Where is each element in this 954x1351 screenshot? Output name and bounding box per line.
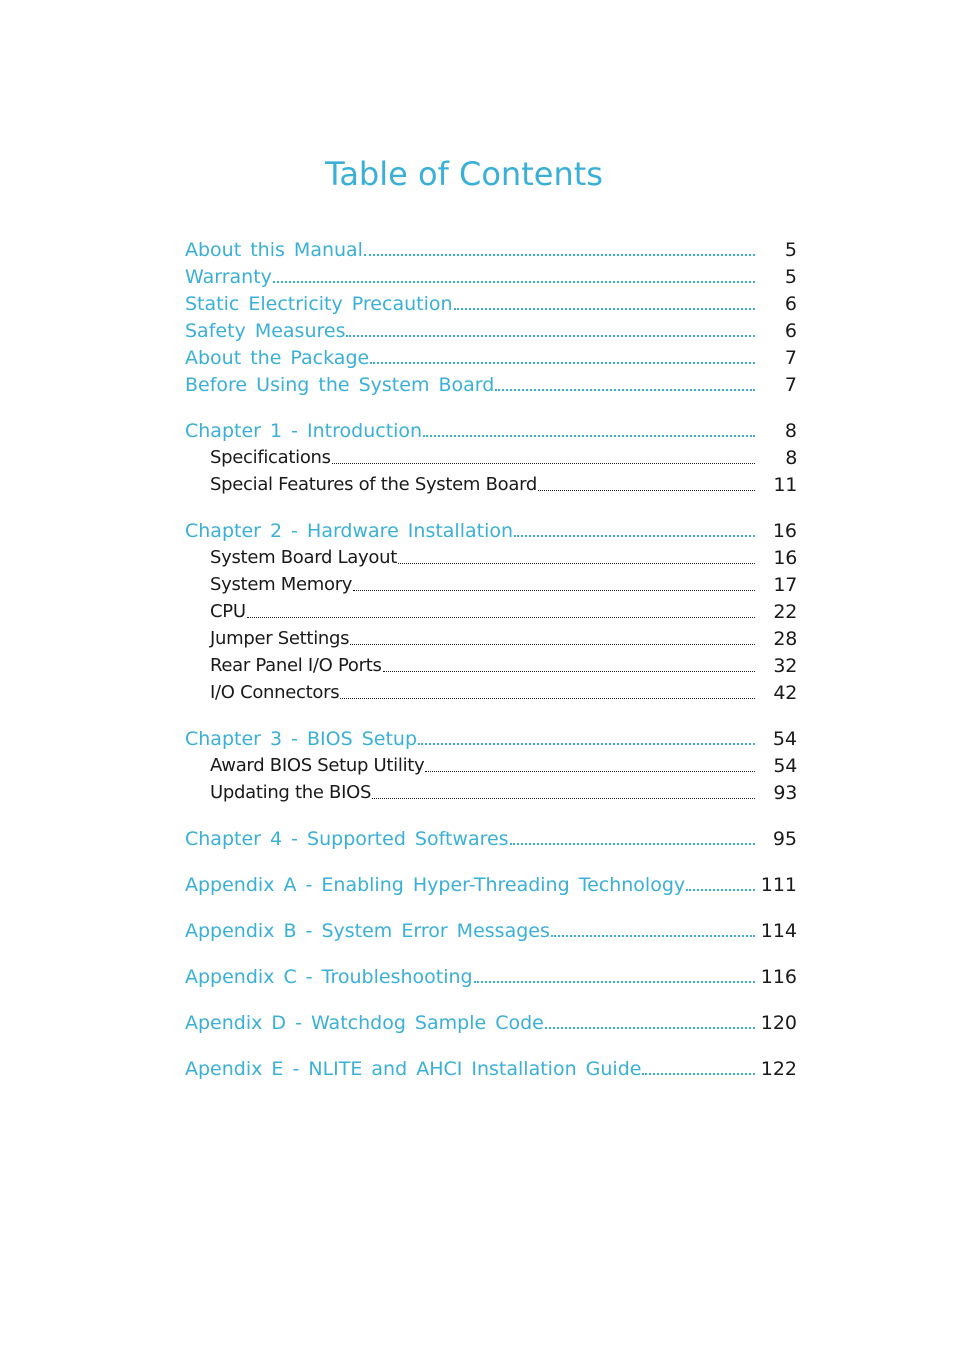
toc-subentry[interactable] (185, 624, 797, 651)
toc-entry[interactable] (185, 1008, 797, 1035)
toc-group (185, 516, 797, 705)
toc-entry[interactable] (185, 516, 797, 543)
dot-leader (370, 362, 755, 364)
toc-entry-label: Appendix A - Enabling Hyper-Threading Technology (185, 874, 686, 896)
dot-leader (332, 463, 755, 464)
dot-leader (425, 771, 755, 772)
toc-page-number: 11 (773, 474, 797, 496)
toc-page-number: 95 (772, 828, 797, 850)
toc-group (185, 1054, 797, 1081)
toc-page-number: 5 (784, 239, 797, 261)
toc-page-number: 32 (773, 655, 797, 677)
toc-entry-label: About the Package (185, 347, 370, 369)
toc-group (185, 870, 797, 897)
dot-leader (454, 308, 755, 310)
toc-page-number: 8 (785, 447, 797, 469)
dot-leader (350, 644, 755, 645)
toc-entry[interactable] (185, 870, 797, 897)
toc-page-number: 54 (773, 755, 797, 777)
toc-entry-label: About this Manual (185, 239, 363, 261)
dot-leader (353, 590, 755, 591)
toc-page-number: 17 (773, 574, 797, 596)
toc-entry[interactable] (185, 1054, 797, 1081)
toc-page-number: 28 (773, 628, 797, 650)
dot-leader (398, 563, 755, 564)
toc-entry[interactable] (185, 962, 797, 989)
dot-leader (686, 889, 755, 891)
toc-entry[interactable] (185, 316, 797, 343)
table-of-contents (185, 235, 797, 1100)
toc-page-number: 111 (760, 874, 797, 896)
toc-subentry[interactable] (185, 678, 797, 705)
toc-entry-label: I/O Connectors (210, 682, 340, 703)
toc-subentry[interactable] (185, 570, 797, 597)
toc-subentry[interactable] (185, 443, 797, 470)
toc-subentry[interactable] (185, 751, 797, 778)
toc-entry[interactable] (185, 416, 797, 443)
dot-leader (340, 698, 755, 699)
dot-leader (418, 743, 755, 745)
toc-page-number: 93 (773, 782, 797, 804)
toc-page-number: 54 (772, 728, 797, 750)
toc-page-number: 8 (784, 420, 797, 442)
dot-leader (346, 335, 755, 337)
toc-group (185, 235, 797, 397)
toc-page-number: 5 (784, 266, 797, 288)
toc-entry-label: Before Using the System Board (185, 374, 495, 396)
toc-group (185, 416, 797, 497)
toc-subentry[interactable] (185, 778, 797, 805)
toc-entry-label: Chapter 3 - BIOS Setup (185, 728, 418, 750)
toc-subentry[interactable] (185, 470, 797, 497)
toc-entry-label: Chapter 1 - Introduction (185, 420, 423, 442)
toc-entry-label: Special Features of the System Board (210, 474, 537, 495)
toc-group (185, 824, 797, 851)
toc-page-number: 122 (760, 1058, 797, 1080)
toc-entry[interactable] (185, 370, 797, 397)
toc-entry[interactable] (185, 343, 797, 370)
toc-entry-label: System Board Layout (210, 547, 397, 568)
toc-entry-label: Appendix B - System Error Messages (185, 920, 550, 942)
toc-entry-label: Specifications (210, 447, 331, 468)
dot-leader (514, 535, 755, 537)
toc-subentry[interactable] (185, 651, 797, 678)
dot-leader (423, 435, 755, 437)
toc-entry-label: Award BIOS Setup Utility (210, 755, 425, 776)
toc-entry[interactable] (185, 235, 797, 262)
dot-leader (372, 798, 755, 799)
toc-page-number: 6 (784, 320, 797, 342)
toc-page-number: 6 (784, 293, 797, 315)
toc-entry-label: Chapter 4 - Supported Softwares (185, 828, 509, 850)
toc-entry-label: Updating the BIOS (210, 782, 372, 803)
dot-leader (383, 671, 755, 672)
toc-page-number: 42 (773, 682, 797, 704)
toc-entry-label: Jumper Settings (210, 628, 350, 649)
toc-entry-label: Static Electricity Precaution (185, 293, 453, 315)
toc-entry[interactable] (185, 824, 797, 851)
toc-entry-label: Apendix D - Watchdog Sample Code (185, 1012, 544, 1034)
toc-page-number: 7 (784, 374, 797, 396)
toc-entry-label: Appendix C - Troubleshooting (185, 966, 473, 988)
dot-leader (273, 281, 755, 283)
toc-group (185, 916, 797, 943)
toc-page-number: 16 (773, 547, 797, 569)
toc-entry[interactable] (185, 262, 797, 289)
toc-entry-label: System Memory (210, 574, 353, 595)
toc-subentry[interactable] (185, 597, 797, 624)
dot-leader (364, 254, 755, 256)
toc-page-number: 120 (760, 1012, 797, 1034)
toc-group (185, 724, 797, 805)
page-title: Table of Contents (325, 155, 603, 193)
toc-entry-label: Warranty (185, 266, 272, 288)
toc-group (185, 962, 797, 989)
dot-leader (538, 490, 755, 491)
dot-leader (551, 935, 755, 937)
toc-entry-label: Chapter 2 - Hardware Installation (185, 520, 514, 542)
toc-entry[interactable] (185, 289, 797, 316)
dot-leader (474, 981, 755, 983)
toc-entry-label: Apendix E - NLITE and AHCI Installation Guide (185, 1058, 642, 1080)
toc-page-number: 16 (772, 520, 797, 542)
toc-entry-label: Rear Panel I/O Ports (210, 655, 382, 676)
dot-leader (510, 843, 755, 845)
toc-subentry[interactable] (185, 543, 797, 570)
toc-entry[interactable] (185, 916, 797, 943)
dot-leader (247, 617, 755, 618)
dot-leader (545, 1027, 755, 1029)
toc-page-number: 7 (784, 347, 797, 369)
toc-page-number: 22 (773, 601, 797, 623)
dot-leader (642, 1073, 755, 1075)
toc-page-number: 114 (760, 920, 797, 942)
toc-page-number: 116 (760, 966, 797, 988)
toc-entry[interactable] (185, 724, 797, 751)
dot-leader (495, 389, 755, 391)
toc-entry-label: Safety Measures (185, 320, 346, 342)
toc-group (185, 1008, 797, 1035)
toc-entry-label: CPU (210, 601, 246, 622)
